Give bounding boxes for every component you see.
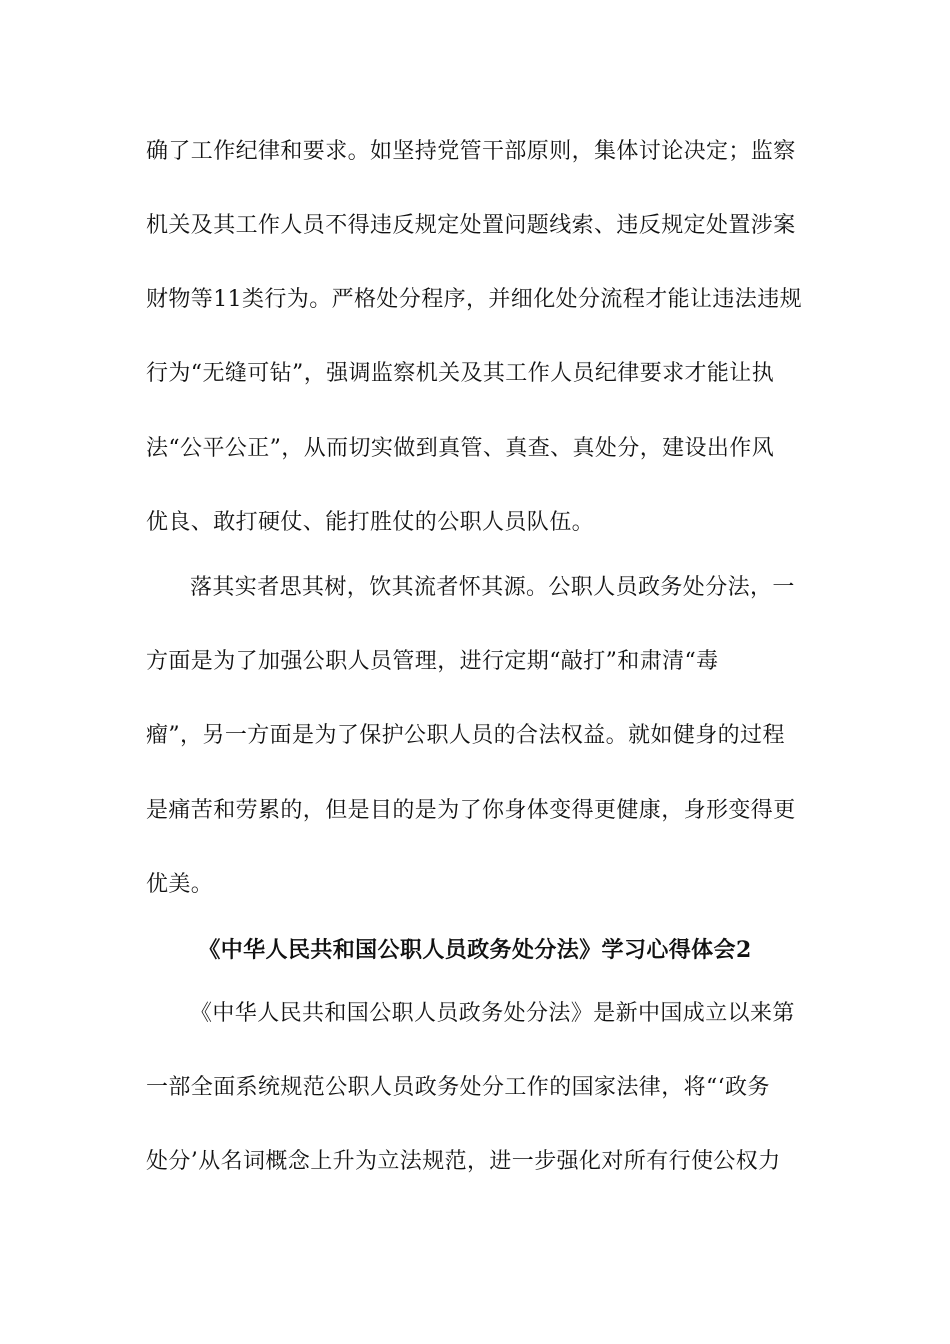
paragraph-2-line-1: 落其实者思其树，饮其流者怀其源。公职人员政务处分法，一 [190,575,795,600]
paragraph-1-line-6: 优良、敢打硬仗、能打胜仗的公职人员队伍。 [146,510,595,535]
paragraph-3-line-2: 一部全面系统规范公职人员政务处分工作的国家法律，将“‘政务 [146,1075,770,1100]
paragraph-1-line-2: 机关及其工作人员不得违反规定处置问题线索、违反规定处置涉案 [146,213,796,238]
paragraph-1-line-3: 财物等11类行为。严格处分程序，并细化处分流程才能让违法违规 [146,287,802,312]
paragraph-3-line-3: 处分’从名词概念上升为立法规范，进一步强化对所有行使公权力 [146,1149,781,1174]
paragraph-3-line-1: 《中华人民共和国公职人员政务处分法》是新中国成立以来第 [190,1001,795,1026]
paragraph-2-line-2: 方面是为了加强公职人员管理，进行定期“敲打”和肃清“毒 [146,649,719,674]
paragraph-1-line-1: 确了工作纪律和要求。如坚持党管干部原则，集体讨论决定；监察 [146,139,796,164]
section-heading: 《中华人民共和国公职人员政务处分法》学习心得体会2 [198,937,752,963]
paragraph-1-line-5: 法“公平公正”，从而切实做到真管、真查、真处分，建设出作风 [146,436,775,461]
paragraph-1-line-4: 行为“无缝可钻”，强调监察机关及其工作人员纪律要求才能让执 [146,361,775,386]
paragraph-2-line-4: 是痛苦和劳累的，但是目的是为了你身体变得更健康，身形变得更 [146,798,796,823]
paragraph-2-line-3: 瘤”，另一方面是为了保护公职人员的合法权益。就如健身的过程 [146,723,785,748]
paragraph-2-line-5: 优美。 [146,872,214,897]
